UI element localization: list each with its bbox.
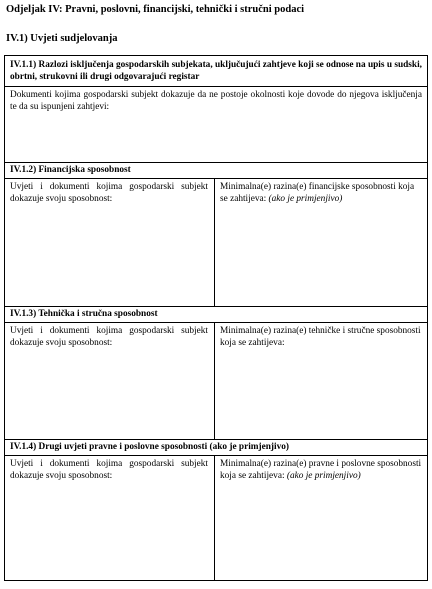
divider — [5, 322, 427, 323]
column-divider — [214, 178, 215, 306]
other-conditions-field[interactable]: Uvjeti i dokumenti kojima gospodarski subjekt dokazuje svoju sposobnost: — [10, 459, 208, 481]
other-minimum-level-field[interactable] — [220, 458, 422, 482]
technical-minimum-level-field[interactable]: Minimalna(e) razina(e) tehničke i stručne sposobnosti koja se zahtijeva: — [220, 326, 421, 348]
divider — [5, 86, 427, 87]
exclusion-grounds-body[interactable]: Dokumenti kojima gospodarski subjekt dokazuje da ne postoje okolnosti koje dovode do njegova isključenja te da su ispunjeni zahtjevi: — [10, 90, 422, 112]
financial-capacity-heading: IV.1.2) Financijska sposobnost — [10, 165, 131, 175]
other-conditions-heading: IV.1.4) Drugi uvjeti pravne i poslovne sposobnosti (ako je primjenjivo) — [10, 442, 290, 452]
technical-capacity-heading: IV.1.3) Tehnička i stručna sposobnost — [10, 309, 158, 319]
financial-applicable-note: (ako je primjenjivo) — [268, 194, 343, 204]
divider — [5, 306, 427, 307]
divider — [5, 439, 427, 440]
financial-conditions-field[interactable]: Uvjeti i dokumenti kojima gospodarski subjekt dokazuje svoju sposobnost: — [10, 182, 208, 204]
divider — [5, 178, 427, 179]
financial-minimum-label: Minimalna(e) razina(e) financijske sposobnosti koja se zahtijeva: — [220, 182, 415, 204]
other-applicable-note: (ako je primjenjivo) — [286, 471, 361, 481]
technical-conditions-field[interactable]: Uvjeti i dokumenti kojima gospodarski subjekt dokazuje svoju sposobnost: — [10, 326, 208, 348]
financial-minimum-level-field[interactable] — [220, 181, 422, 205]
section-title: Odjeljak IV: Pravni, poslovni, financijski, tehnički i stručni podaci — [6, 4, 305, 15]
column-divider — [214, 322, 215, 439]
subsection-title: IV.1) Uvjeti sudjelovanja — [6, 33, 118, 44]
exclusion-grounds-heading: IV.1.1) Razlozi isključenja gospodarskih subjekata, uključujući zahtjeve koji se odnose na upis u sudski, obrtni, strukovni ili drugi odgovarajući registar — [10, 60, 422, 82]
participation-conditions-form — [4, 55, 428, 581]
divider — [5, 162, 427, 163]
divider — [5, 455, 427, 456]
column-divider — [214, 455, 215, 580]
other-minimum-label: Minimalna(e) razina(e) pravne i poslovne sposobnosti koja se zahtijeva: — [220, 459, 422, 481]
